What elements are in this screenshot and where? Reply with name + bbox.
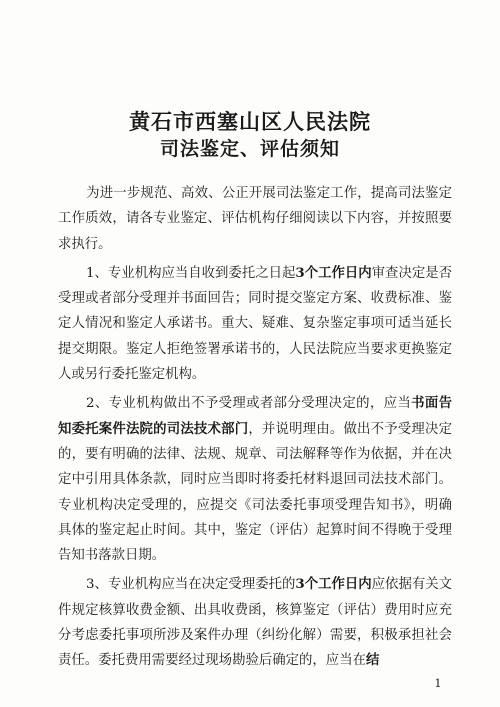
paragraph-item-3 <box>58 572 452 673</box>
emphasis-text: 3个工作日内 <box>295 264 372 281</box>
paragraph-item-2 <box>58 391 452 568</box>
document-body <box>58 181 452 678</box>
paragraph-text: 审查决定是否受理或者部分受理并书面回告；同时提交鉴定方案、收费标准、鉴定人情况和鉴定人承诺书。重大、疑难、复杂鉴定事项可适当延长提交期限。鉴定人拒绝签署承诺书的，人民法院应当要求更换鉴定人或另行委托鉴定机构。 <box>58 265 453 383</box>
emphasis-text: 书面告知委托案件法院的司法技术部门 <box>58 395 452 437</box>
document-subtitle: 司法鉴定、评估须知 <box>159 138 340 160</box>
page-number: 1 <box>434 677 442 690</box>
paragraph-text: 2、专业机构做出不予受理或者部分受理决定的，应当 <box>86 396 412 412</box>
paragraph-item-1 <box>58 261 452 387</box>
paragraph-text: 为进一步规范、高效、公正开展司法鉴定工作，提高司法鉴定工作质效，请各专业鉴定、评估机构仔细阅读以下内容，并按照要求执行。 <box>58 186 452 252</box>
emphasis-text: 3个工作日内 <box>295 576 372 593</box>
paragraph-text: ，并说明理由。做出不予受理决定的，要有明确的法律、法规、规章、司法解释等作为依据，并在决定中引用具体条款，同时应当即时将委托材料退回司法技术部门。专业机构决定受理的，应提交《司法委托事项受理告知书》，明确具体的鉴定起止时间。其中，鉴定（评估）起算时间不得晚于受理告知书落款日期。 <box>58 421 453 564</box>
paragraph-text: 应依据有关文件规定核算收费金额、出具收费函，核算鉴定（评估）费用时应充分考虑委托事项所涉及案件办理（纠纷化解）需要，积极承担社会责任。委托费用需要经过现场勘验后确定的，应当在 <box>58 577 453 669</box>
emphasis-text: 结 <box>365 652 380 669</box>
paragraph-intro <box>58 181 452 257</box>
paragraph-text: 3、专业机构应当在决定受理委托的 <box>86 577 296 593</box>
paragraph-text: 1、专业机构应当自收到委托之日起 <box>86 265 296 281</box>
document-title: 黄石市西塞山区人民法院 <box>129 109 371 134</box>
